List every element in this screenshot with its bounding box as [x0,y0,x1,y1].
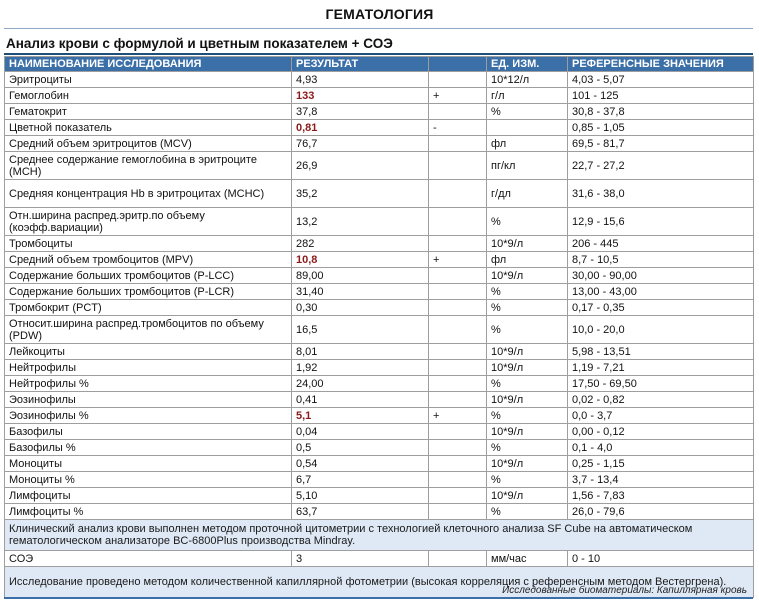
test-unit: 10*9/л [487,236,568,252]
table-row [5,104,754,120]
section-title: ГЕМАТОЛОГИЯ [325,6,434,22]
test-result: 89,00 [292,268,429,284]
test-reference: 17,50 - 69,50 [568,376,754,392]
test-unit [487,120,568,136]
test-flag [429,456,487,472]
test-result: 133 [292,88,429,104]
test-name: Среднее содержание гемоглобина в эритроците (MCH) [5,152,292,180]
title-divider [4,28,753,29]
test-unit: г/дл [487,180,568,208]
column-header-reference: РЕФЕРЕНСНЫЕ ЗНАЧЕНИЯ [568,57,754,72]
table-row [5,376,754,392]
test-name: Тромбоциты [5,236,292,252]
test-result: 8,01 [292,344,429,360]
column-header-unit: ЕД. ИЗМ. [487,57,568,72]
test-unit: мм/час [487,551,568,567]
table-row [5,208,754,236]
test-name: Содержание больших тромбоцитов (P-LCC) [5,268,292,284]
table-row [5,408,754,424]
test-flag [429,504,487,520]
table-row [5,300,754,316]
test-result: 4,93 [292,72,429,88]
panel-divider [4,53,753,55]
column-header-name: НАИМЕНОВАНИЕ ИССЛЕДОВАНИЯ [5,57,292,72]
test-name: Моноциты % [5,472,292,488]
column-header-flag [429,57,487,72]
test-unit: пг/кл [487,152,568,180]
test-unit: 10*9/л [487,268,568,284]
panel-title: Анализ крови с формулой и цветным показателем + СОЭ [6,36,393,51]
table-row [5,392,754,408]
test-result: 5,1 [292,408,429,424]
test-reference: 31,6 - 38,0 [568,180,754,208]
table-row [5,440,754,456]
test-flag [429,472,487,488]
test-reference: 5,98 - 13,51 [568,344,754,360]
test-unit: % [487,300,568,316]
test-name: Базофилы [5,424,292,440]
test-reference: 0,25 - 1,15 [568,456,754,472]
test-unit: 10*9/л [487,344,568,360]
test-name: Лимфоциты % [5,504,292,520]
table-row [5,551,754,567]
table-row [5,252,754,268]
test-name: Средняя концентрация Hb в эритроцитах (MCHC) [5,180,292,208]
test-result: 0,41 [292,392,429,408]
test-reference: 30,00 - 90,00 [568,268,754,284]
test-flag [429,236,487,252]
test-reference: 0,1 - 4,0 [568,440,754,456]
test-reference: 69,5 - 81,7 [568,136,754,152]
table-row [5,344,754,360]
test-name: Содержание больших тромбоцитов (P-LCR) [5,284,292,300]
test-name: СОЭ [5,551,292,567]
test-unit: % [487,208,568,236]
table-row [5,488,754,504]
test-reference: 1,19 - 7,21 [568,360,754,376]
table-row [5,88,754,104]
test-reference: 101 - 125 [568,88,754,104]
test-reference: 206 - 445 [568,236,754,252]
test-unit: г/л [487,88,568,104]
test-name: Средний объем эритроцитов (MCV) [5,136,292,152]
test-result: 282 [292,236,429,252]
test-result: 1,92 [292,360,429,376]
test-reference: 1,56 - 7,83 [568,488,754,504]
test-result: 0,30 [292,300,429,316]
test-flag: + [429,252,487,268]
test-result: 0,54 [292,456,429,472]
test-result: 37,8 [292,104,429,120]
test-result: 0,81 [292,120,429,136]
test-name: Средний объем тромбоцитов (MPV) [5,252,292,268]
test-reference: 0,0 - 3,7 [568,408,754,424]
test-result: 3 [292,551,429,567]
test-reference: 0,85 - 1,05 [568,120,754,136]
test-name: Тромбокрит (PCT) [5,300,292,316]
test-flag [429,284,487,300]
test-flag [429,104,487,120]
test-result: 63,7 [292,504,429,520]
test-name: Гемоглобин [5,88,292,104]
test-reference: 22,7 - 27,2 [568,152,754,180]
test-unit: 10*9/л [487,456,568,472]
test-reference: 0,17 - 0,35 [568,300,754,316]
test-result: 6,7 [292,472,429,488]
test-result: 13,2 [292,208,429,236]
footer-divider [4,597,753,599]
test-result: 76,7 [292,136,429,152]
test-flag [429,208,487,236]
test-result: 31,40 [292,284,429,300]
test-flag [429,136,487,152]
test-unit: 10*9/л [487,392,568,408]
test-name: Отн.ширина распред.эритр.по объему (коэфф.вариации) [5,208,292,236]
test-reference: 4,03 - 5,07 [568,72,754,88]
table-row [5,120,754,136]
test-unit: % [487,104,568,120]
test-unit: 10*9/л [487,488,568,504]
table-row [5,136,754,152]
test-name: Гематокрит [5,104,292,120]
test-flag [429,344,487,360]
test-unit: % [487,440,568,456]
test-result: 0,5 [292,440,429,456]
table-row [5,504,754,520]
test-reference: 0 - 10 [568,551,754,567]
test-name: Лимфоциты [5,488,292,504]
test-name: Лейкоциты [5,344,292,360]
test-flag [429,300,487,316]
results-table [4,56,754,598]
test-reference: 12,9 - 15,6 [568,208,754,236]
test-unit: % [487,472,568,488]
test-unit: % [487,408,568,424]
test-name: Эритроциты [5,72,292,88]
test-reference: 10,0 - 20,0 [568,316,754,344]
test-result: 10,8 [292,252,429,268]
table-row [5,236,754,252]
test-reference: 8,7 - 10,5 [568,252,754,268]
test-flag: - [429,120,487,136]
table-header [5,57,754,72]
table-row [5,284,754,300]
test-reference: 0,00 - 0,12 [568,424,754,440]
test-unit: 10*12/л [487,72,568,88]
test-result: 24,00 [292,376,429,392]
column-header-result: РЕЗУЛЬТАТ [292,57,429,72]
table-row [5,268,754,284]
test-flag [429,488,487,504]
table-row [5,456,754,472]
test-flag: + [429,88,487,104]
test-flag [429,440,487,456]
test-reference: 3,7 - 13,4 [568,472,754,488]
test-unit: 10*9/л [487,424,568,440]
test-name: Нейтрофилы [5,360,292,376]
test-result: 0,04 [292,424,429,440]
test-result: 16,5 [292,316,429,344]
test-unit: 10*9/л [487,360,568,376]
test-flag [429,152,487,180]
test-unit: % [487,284,568,300]
test-reference: 26,0 - 79,6 [568,504,754,520]
method-note-esr: Исследование проведено методом количественной капиллярной фотометрии (высокая корреляция с референсным методом Вестергрена). [5,567,754,598]
table-row [5,72,754,88]
table-row [5,360,754,376]
test-flag [429,72,487,88]
test-flag [429,424,487,440]
test-result: 5,10 [292,488,429,504]
test-unit: фл [487,252,568,268]
biomaterial-footer: Исследованные биоматериалы: Капиллярная кровь [502,585,747,596]
table-row [5,472,754,488]
test-flag [429,360,487,376]
test-name: Эозинофилы [5,392,292,408]
test-unit: % [487,376,568,392]
test-reference: 30,8 - 37,8 [568,104,754,120]
test-name: Относит.ширина распред.тромбоцитов по объему (PDW) [5,316,292,344]
test-result: 35,2 [292,180,429,208]
table-row [5,424,754,440]
test-name: Цветной показатель [5,120,292,136]
table-row [5,180,754,208]
test-reference: 13,00 - 43,00 [568,284,754,300]
method-note-cbc: Клинический анализ крови выполнен методом проточной цитометрии с технологией клеточного анализа SF Cube на автоматическом гематологическом анализаторе BC-6800Plus производства Mindray. [5,520,754,551]
test-flag: + [429,408,487,424]
test-unit: % [487,316,568,344]
test-reference: 0,02 - 0,82 [568,392,754,408]
test-name: Моноциты [5,456,292,472]
test-result: 26,9 [292,152,429,180]
test-flag [429,551,487,567]
test-flag [429,268,487,284]
table-row [5,152,754,180]
test-flag [429,376,487,392]
test-name: Эозинофилы % [5,408,292,424]
test-name: Нейтрофилы % [5,376,292,392]
test-flag [429,180,487,208]
test-unit: % [487,504,568,520]
test-name: Базофилы % [5,440,292,456]
test-unit: фл [487,136,568,152]
table-row [5,316,754,344]
test-flag [429,392,487,408]
test-flag [429,316,487,344]
note-row [5,520,754,551]
